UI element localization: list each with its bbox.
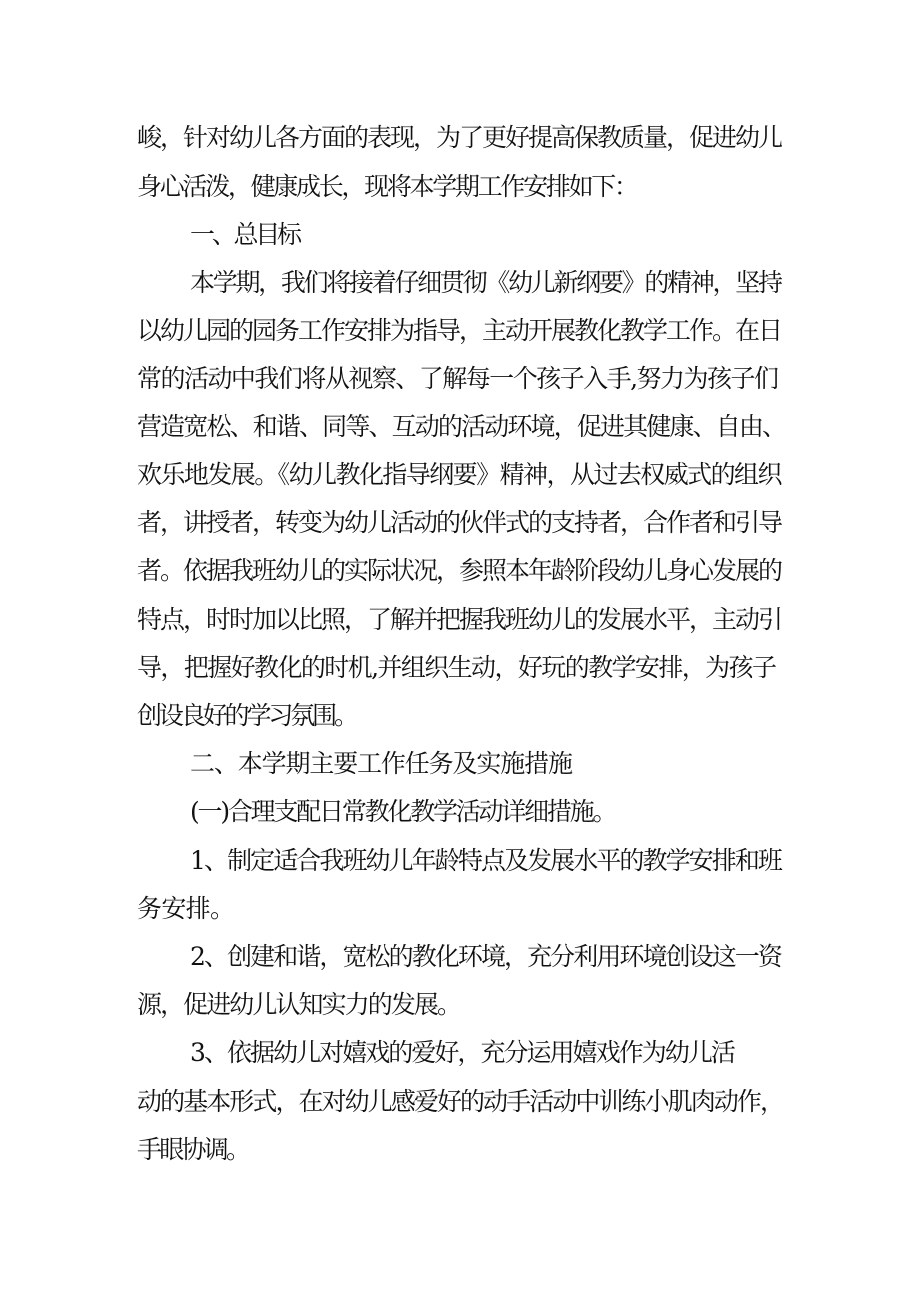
text-line: 者。依据我班幼儿的实际状况，参照本年龄阶段幼儿身心发展的 (137, 556, 782, 585)
text-line: 峻，针对幼儿各方面的表现，为了更好提高保教质量，促进幼儿 (137, 123, 782, 152)
text-line: 欢乐地发展。《幼儿教化指导纲要》精神，从过去权威式的组织 (137, 460, 781, 489)
list-item-text: 动的基本形式，在对幼儿感爱好的动手活动中训练小肌肉动作， (137, 1087, 784, 1116)
text-line: 导，把握好教化的时机,并组织生动，好玩的教学安排，为孩子 (137, 653, 776, 682)
text-line: 营造宽松、和谐、同等、互动的活动环境，促进其健康、自由、 (137, 412, 786, 441)
list-item-text: 务安排。 (137, 894, 235, 923)
list-item-text: 2、创建和谐，宽松的教化环境，充分利用环境创设这一资 (190, 942, 781, 971)
text-line: 创设良好的学习氛围。 (137, 701, 356, 730)
text-line: 者，讲授者，转变为幼儿活动的伙伴式的支持者，合作者和引导 (137, 508, 782, 537)
text-line: 以幼儿园的园务工作安排为指导，主动开展教化教学工作。在日 (137, 316, 782, 345)
subsection-heading: (一)合理支配日常教化教学活动详细措施。 (190, 797, 616, 826)
list-item-text: 源，促进幼儿认知实力的发展。 (137, 990, 461, 1019)
section-heading: 二、本学期主要工作任务及实施措施 (190, 749, 572, 778)
text-line: 本学期，我们将接着仔细贯彻《幼儿新纲要》的精神，坚持 (190, 268, 781, 297)
text-line: 特点，时时加以比照，了解并把握我班幼儿的发展水平，主动引 (137, 605, 782, 634)
text-line: 常的活动中我们将从视察、了解每一个孩子入手,努力为孩子们 (137, 364, 778, 393)
list-item-text: 1、制定适合我班幼儿年龄特点及发展水平的教学安排和班 (190, 846, 781, 875)
list-item-text: 手眼协调。 (137, 1135, 249, 1164)
section-heading: 一、总目标 (190, 220, 299, 249)
text-line: 身心活泼，健康成长，现将本学期工作安排如下： (137, 172, 637, 201)
list-item-text: 3、依据幼儿对嬉戏的爱好，充分运用嬉戏作为幼儿活 (190, 1038, 734, 1067)
